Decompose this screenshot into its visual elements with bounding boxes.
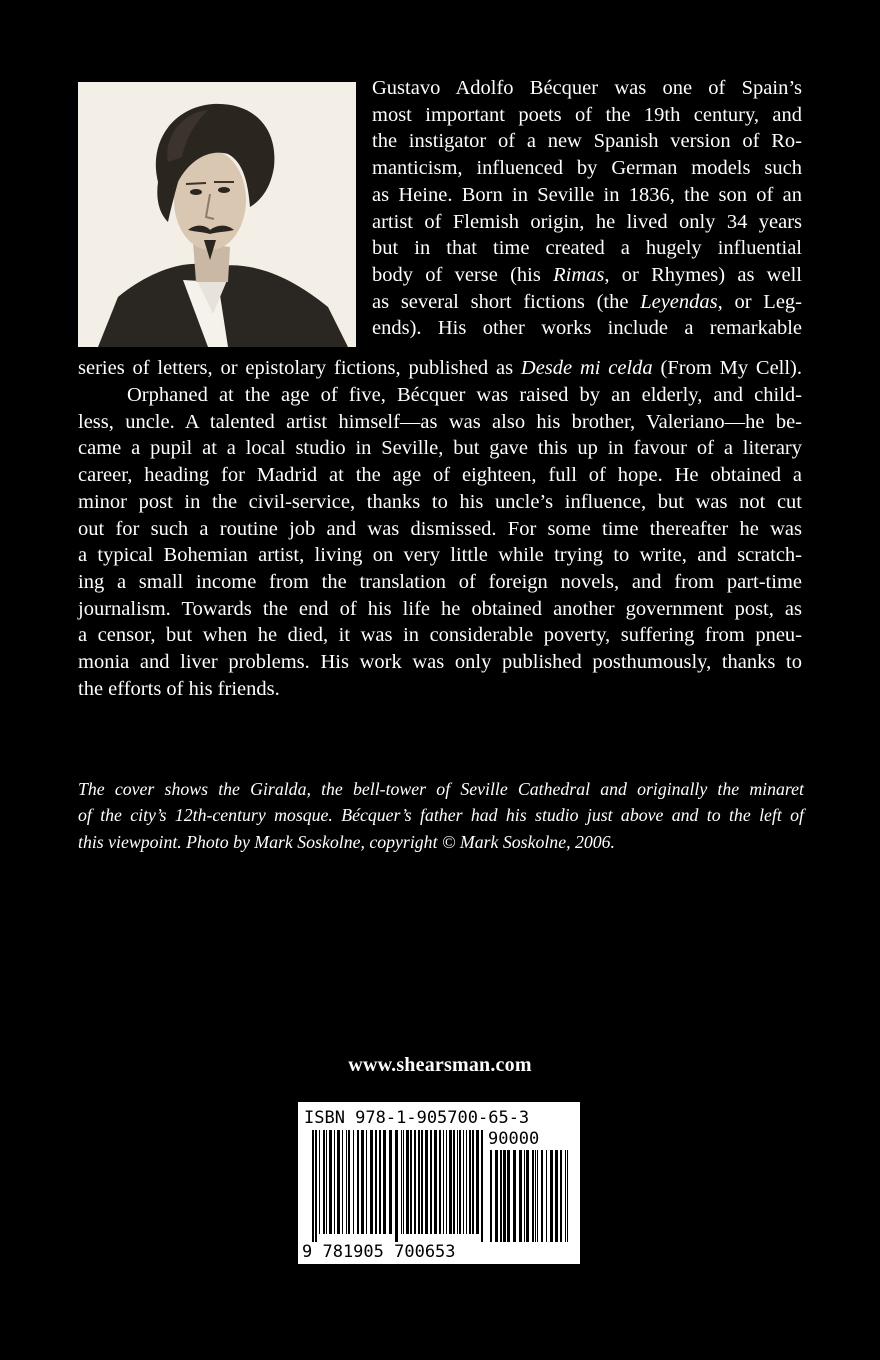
text-line	[372, 289, 802, 316]
caption-line: this viewpoint. Photo by Mark Soskolne, copyright © Mark Soskolne, 2006.	[78, 831, 615, 852]
text-run: , or Leg-	[717, 290, 803, 313]
barcode-addon-bar	[546, 1150, 547, 1242]
barcode-addon-bar	[550, 1150, 553, 1242]
publisher-website: www.shearsman.com	[348, 1054, 532, 1076]
bio-paragraph-2	[78, 382, 802, 702]
title-desde-mi-celda: Desde mi celda	[520, 357, 653, 379]
barcode-addon-bar	[567, 1150, 568, 1242]
barcode-bar	[403, 1130, 404, 1234]
barcode-bar	[312, 1130, 314, 1242]
barcode-bar	[472, 1130, 474, 1234]
barcode-bar	[439, 1130, 441, 1234]
text-line: most important poets of the 19th century, and	[372, 103, 802, 126]
text-line: career, heading for Madrid at the age of eighteen, full of hope. He obtained a	[78, 464, 802, 487]
barcode-bar	[469, 1130, 471, 1234]
barcode-bar	[449, 1130, 452, 1234]
barcode-bar	[383, 1130, 386, 1234]
text-run: (From My Cell).	[652, 357, 803, 379]
text-line	[78, 355, 802, 382]
isbn-barcode	[298, 1102, 580, 1264]
barcode-addon-bars	[490, 1150, 568, 1242]
text-line: journalism. Towards the end of his life he obtained another government post, as	[78, 597, 802, 620]
barcode-bar	[406, 1130, 409, 1234]
bio-paragraph-1-continued	[78, 355, 802, 382]
caption-line: The cover shows the Giralda, the bell-tower of Seville Cathedral and originally the minaret	[78, 779, 804, 799]
author-portrait	[78, 82, 356, 347]
text-line: manticism, influenced by German models such	[372, 157, 802, 180]
isbn-label: ISBN 978-1-905700-65-3	[304, 1108, 530, 1128]
barcode-addon-bar	[537, 1150, 538, 1242]
barcode-bar	[425, 1130, 428, 1234]
text-run: body of verse (his	[372, 263, 554, 286]
barcode-bar	[370, 1130, 373, 1234]
cover-caption	[78, 776, 804, 855]
text-line	[372, 262, 802, 289]
barcode-bar	[379, 1130, 381, 1234]
barcode-bar	[410, 1130, 412, 1234]
barcode-addon-bar	[490, 1150, 492, 1242]
barcode-addon-bar	[524, 1150, 525, 1242]
barcode-bar	[430, 1130, 432, 1234]
barcode-bar	[334, 1130, 335, 1234]
barcode-addon-bar	[526, 1150, 529, 1242]
barcode-bar	[353, 1130, 354, 1234]
barcode-addon-bar	[495, 1150, 498, 1242]
text-line: the instigator of a new Spanish version of Ro-	[372, 130, 802, 153]
barcode-bar	[459, 1130, 461, 1234]
text-line: ing a small income from the translation of foreign novels, and from part-time	[78, 570, 802, 593]
text-line: came a pupil at a local studio in Seville, but gave this up in favour of a literary	[78, 437, 802, 460]
barcode-bar	[434, 1130, 437, 1234]
text-line: monia and liver problems. His work was only published posthumously, thanks to	[78, 651, 802, 674]
barcode-bar	[389, 1130, 392, 1234]
barcode-bar	[414, 1130, 416, 1234]
barcode-bar	[421, 1130, 423, 1234]
barcode-addon-bar	[507, 1150, 510, 1242]
barcode-bar	[375, 1130, 377, 1234]
barcode-bars	[312, 1130, 483, 1242]
text-line: ends). His other works include a remarkable	[372, 317, 802, 340]
barcode-bar	[357, 1130, 359, 1234]
title-leyendas: Leyendas	[640, 290, 718, 313]
barcode-addon-bar	[500, 1150, 502, 1242]
barcode-addon-bar	[503, 1150, 506, 1242]
barcode-addon-bar	[555, 1150, 558, 1242]
barcode-bar	[481, 1130, 483, 1242]
barcode-addon-bar	[519, 1150, 522, 1242]
barcode-bar	[319, 1130, 320, 1234]
barcode-bar	[446, 1130, 447, 1234]
barcode-bar	[401, 1130, 402, 1234]
barcode-bar	[361, 1130, 364, 1234]
text-run: series of letters, or epistolary fictions, published as	[78, 357, 521, 379]
text-line: but in that time created a hugely influential	[372, 237, 802, 260]
text-line: Orphaned at the age of five, Bécquer was raised by an elderly, and child-	[127, 384, 802, 406]
caption-line: of the city’s 12th-century mosque. Bécquer’s father had his studio just above and to the left of	[78, 805, 804, 826]
barcode-bar	[476, 1130, 479, 1234]
bio-paragraph-1	[372, 75, 802, 342]
barcode-bar	[323, 1130, 325, 1234]
text-run: , or Rhymes) as well	[604, 263, 802, 286]
barcode-bar	[342, 1130, 343, 1234]
barcode-addon-bar	[513, 1150, 516, 1242]
barcode-addon-bar	[560, 1150, 562, 1242]
text-line: artist of Flemish origin, he lived only 34 years	[372, 210, 802, 233]
text-line: out for such a routine job and was dismissed. For some time thereafter he was	[78, 517, 802, 540]
barcode-addon-bar	[532, 1150, 534, 1242]
barcode-digits: 9 781905 700653	[302, 1242, 456, 1262]
barcode-bar	[395, 1130, 398, 1242]
barcode-bar	[326, 1130, 327, 1234]
text-line: Gustavo Adolfo Bécquer was one of Spain’s	[372, 77, 802, 99]
barcode-addon-bar	[535, 1150, 536, 1242]
barcode-bar	[457, 1130, 458, 1234]
barcode-bar	[463, 1130, 464, 1234]
barcode-addon-bar	[565, 1150, 566, 1242]
barcode-bar	[466, 1130, 467, 1234]
barcode-addon-bar	[541, 1150, 543, 1242]
barcode-bar	[346, 1130, 347, 1234]
text-line: minor post in the civil-service, thanks to his uncle’s influence, but was not cut	[78, 490, 802, 513]
text-line: a censor, but when he died, it was in considerable poverty, suffering from pneu-	[78, 624, 802, 647]
barcode-addon-number: 90000	[488, 1129, 540, 1149]
barcode-bar	[418, 1130, 420, 1234]
barcode-bar	[329, 1130, 332, 1234]
title-rimas: Rimas	[553, 263, 605, 286]
text-line: the efforts of his friends.	[78, 677, 280, 700]
text-line: as Heine. Born in Seville in 1836, the son of an	[372, 183, 802, 206]
barcode-bar	[315, 1130, 317, 1242]
text-line: less, uncle. A talented artist himself—as was also his brother, Valeriano—he be-	[78, 410, 802, 433]
barcode-bar	[337, 1130, 340, 1234]
barcode-bar	[366, 1130, 367, 1234]
barcode-bar	[443, 1130, 444, 1234]
text-run: as several short fictions (the	[372, 290, 641, 313]
barcode-bar	[348, 1130, 350, 1234]
text-line: a typical Bohemian artist, living on very little while trying to write, and scratch-	[78, 544, 802, 567]
barcode-bar	[453, 1130, 455, 1234]
